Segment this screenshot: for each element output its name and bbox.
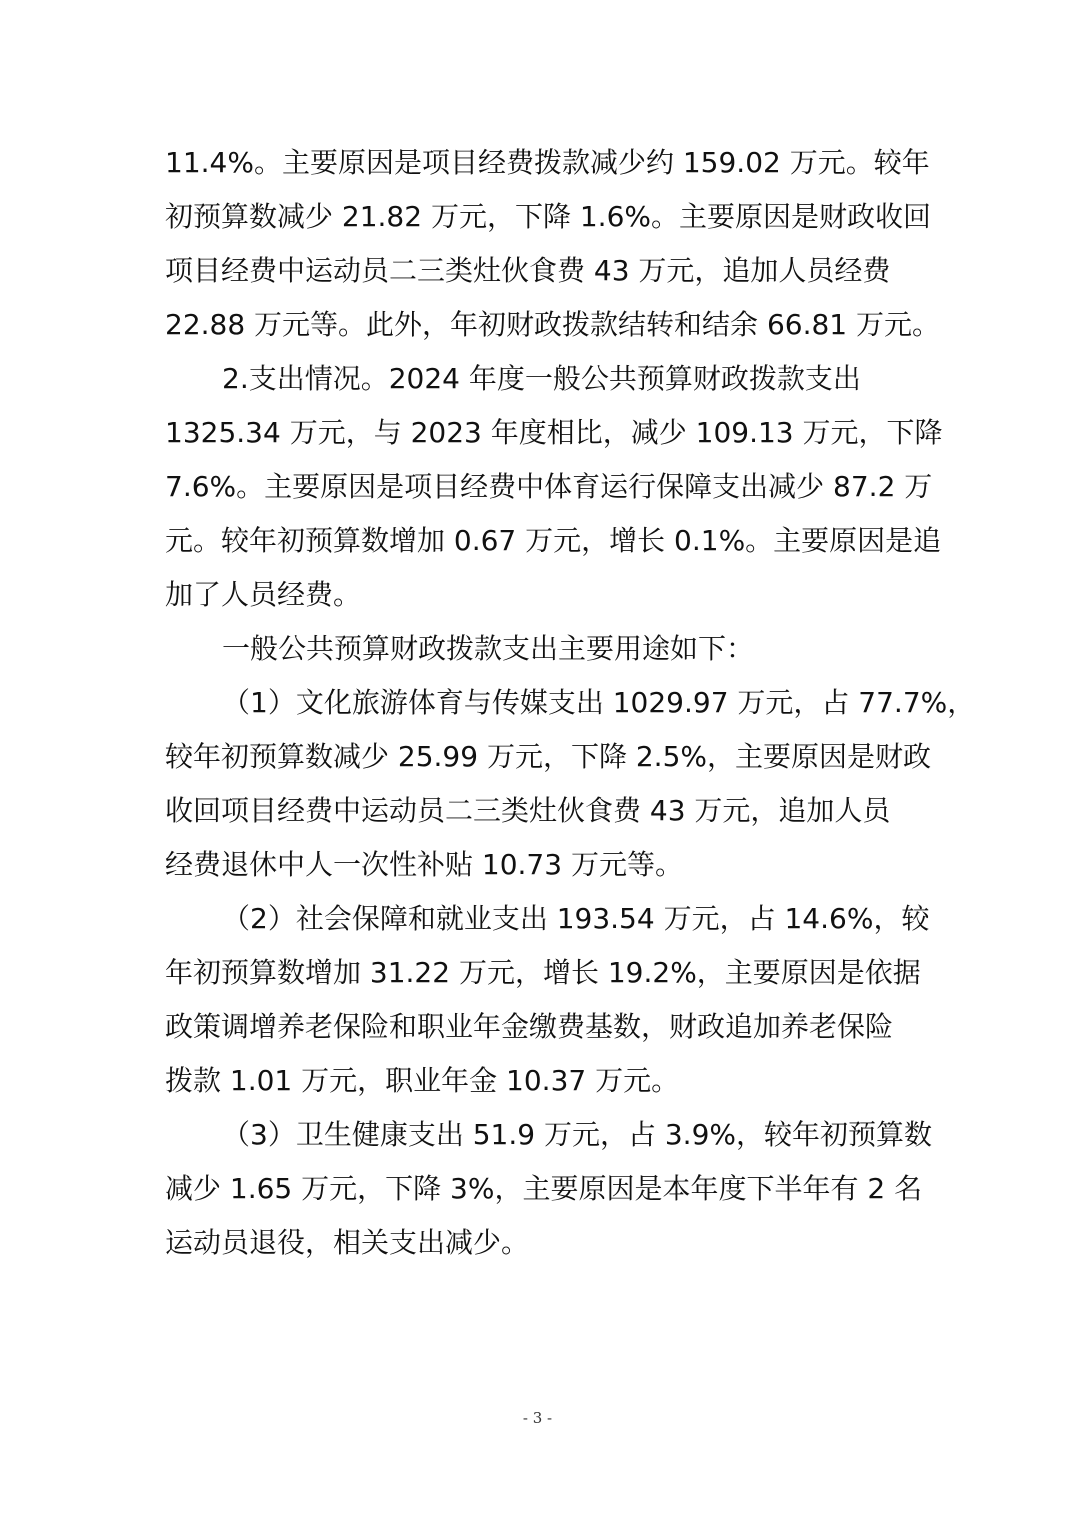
text-line: 初预算数减少 21.82 万元，下降 1.6%。主要原因是财政收回 <box>165 200 931 233</box>
text-line: 减少 1.65 万元，下降 3%，主要原因是本年度下半年有 2 名 <box>165 1172 923 1205</box>
item-1-line: （1）文化旅游体育与传媒支出 1029.97 万元，占 77.7%， <box>222 686 976 719</box>
text-line: 收回项目经费中运动员二三类灶伙食费 43 万元，追加人员 <box>165 794 891 827</box>
text-line: 政策调增养老保险和职业年金缴费基数，财政追加养老保险 <box>165 1010 894 1043</box>
page-number: - 3 - <box>522 1409 553 1427</box>
text-line: 拨款 1.01 万元，职业年金 10.37 万元。 <box>165 1064 680 1097</box>
text-line: 元。较年初预算数增加 0.67 万元，增长 0.1%。主要原因是追 <box>165 524 942 557</box>
section-heading-line: 2.支出情况。2024 年度一般公共预算财政拨款支出 <box>222 362 861 395</box>
text-line: 1325.34 万元，与 2023 年度相比，减少 109.13 万元，下降 <box>165 416 943 449</box>
text-line: 运动员退役，相关支出减少。 <box>165 1226 530 1259</box>
text-line: 年初预算数增加 31.22 万元，增长 19.2%，主要原因是依据 <box>165 956 921 989</box>
text-line: 经费退休中人一次性补贴 10.73 万元等。 <box>165 848 683 881</box>
text-line: 较年初预算数减少 25.99 万元，下降 2.5%，主要原因是财政 <box>165 740 931 773</box>
item-2-line: （2）社会保障和就业支出 193.54 万元，占 14.6%，较 <box>222 902 930 935</box>
body-text <box>165 140 1045 1274</box>
text-line: 项目经费中运动员二三类灶伙食费 43 万元，追加人员经费 <box>165 254 891 287</box>
item-3-line: （3）卫生健康支出 51.9 万元，占 3.9%，较年初预算数 <box>222 1118 932 1151</box>
text-line: 22.88 万元等。此外，年初财政拨款结转和结余 66.81 万元。 <box>165 308 941 341</box>
text-line: 7.6%。主要原因是项目经费中体育运行保障支出减少 87.2 万 <box>165 470 933 503</box>
text-line: 加了人员经费。 <box>165 578 362 611</box>
text-line: 11.4%。主要原因是项目经费拨款减少约 159.02 万元。较年 <box>165 146 930 179</box>
paragraph-intro-line: 一般公共预算财政拨款支出主要用途如下： <box>222 632 755 665</box>
